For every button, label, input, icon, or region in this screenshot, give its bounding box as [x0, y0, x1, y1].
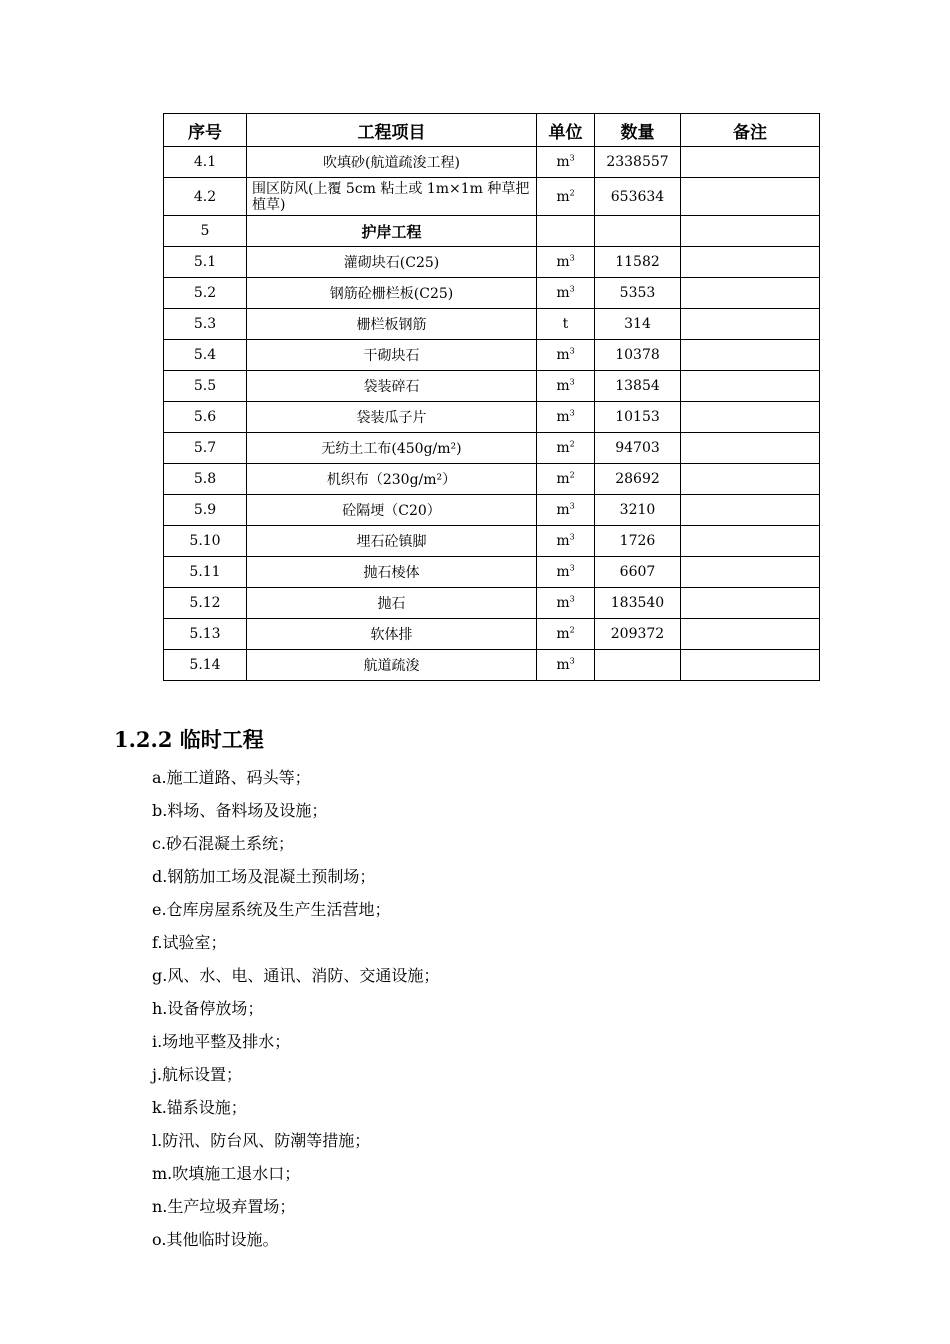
- cell-unit: $m^3$: [537, 371, 595, 402]
- cell-item: 砼隔埂（C20）: [247, 495, 537, 526]
- list-item: f.试验室；: [152, 933, 227, 952]
- unit-exponent: 2: [569, 470, 575, 480]
- cell-no: 5.12: [164, 588, 247, 619]
- cell-note: [681, 340, 820, 371]
- cell-no: 5.11: [164, 557, 247, 588]
- cell-note: [681, 464, 820, 495]
- cell-unit: $m^3$: [537, 495, 595, 526]
- unit-exponent: 3: [569, 346, 575, 356]
- unit-exponent: 3: [569, 532, 575, 542]
- cell-item: 抛石棱体: [247, 557, 537, 588]
- cell-note: [681, 147, 820, 178]
- cell-item: 袋装瓜子片: [247, 402, 537, 433]
- unit-exponent: 3: [569, 408, 575, 418]
- table-row: [164, 402, 820, 433]
- header-note: 备注: [681, 114, 820, 147]
- table-row: [164, 619, 820, 650]
- cell-item: 袋装碎石: [247, 371, 537, 402]
- list-item: m.吹填施工退水口；: [152, 1164, 301, 1183]
- cell-qty: 183540: [595, 588, 681, 619]
- cell-no: 5.2: [164, 278, 247, 309]
- header-unit: 单位: [537, 114, 595, 147]
- cell-no: 5.3: [164, 309, 247, 340]
- cell-note: [681, 433, 820, 464]
- unit-exponent: 2: [569, 439, 575, 449]
- cell-unit: $m^3$: [537, 650, 595, 681]
- cell-unit: $m^3$: [537, 147, 595, 178]
- cell-no: 5.13: [164, 619, 247, 650]
- cell-unit: $m^2$: [537, 178, 595, 216]
- header-no: 序号: [164, 114, 247, 147]
- cell-item: 软体排: [247, 619, 537, 650]
- list-item: d.钢筋加工场及混凝土预制场；: [152, 867, 376, 886]
- table-row: [164, 495, 820, 526]
- table-body: [164, 147, 820, 681]
- cell-unit: $m^3$: [537, 278, 595, 309]
- table-header-row: [164, 114, 820, 147]
- table-row: [164, 216, 820, 247]
- list-item: h.设备停放场；: [152, 999, 264, 1018]
- unit-exponent: 3: [569, 501, 575, 511]
- unit-exponent: 2: [569, 625, 575, 635]
- cell-no: 5.14: [164, 650, 247, 681]
- table-row: [164, 526, 820, 557]
- table-row: [164, 371, 820, 402]
- list-item: c.砂石混凝土系统；: [152, 834, 295, 853]
- cell-note: [681, 588, 820, 619]
- cell-qty: 314: [595, 309, 681, 340]
- cell-no: 5.5: [164, 371, 247, 402]
- cell-unit: $m^3$: [537, 402, 595, 433]
- cell-no: 5.1: [164, 247, 247, 278]
- cell-qty: 10153: [595, 402, 681, 433]
- table-row: [164, 278, 820, 309]
- temporary-works-list: [152, 761, 439, 1256]
- section-heading: 1.2.2 临时工程: [114, 727, 264, 752]
- list-item: n.生产垃圾弃置场；: [152, 1197, 296, 1216]
- cell-qty: [595, 216, 681, 247]
- list-item: l.防汛、防台风、防潮等措施；: [152, 1131, 371, 1150]
- table-row: [164, 178, 820, 216]
- cell-qty: 28692: [595, 464, 681, 495]
- quantity-table: [163, 113, 820, 681]
- cell-item: 栅栏板钢筋: [247, 309, 537, 340]
- table-row: [164, 588, 820, 619]
- list-item: i.场地平整及排水；: [152, 1032, 291, 1051]
- cell-unit: $m^3$: [537, 340, 595, 371]
- cell-no: 5.9: [164, 495, 247, 526]
- cell-qty: 94703: [595, 433, 681, 464]
- cell-unit: [537, 216, 595, 247]
- cell-item: 无纺土工布(450g/m²): [247, 433, 537, 464]
- cell-note: [681, 178, 820, 216]
- list-item: e.仓库房屋系统及生产生活营地；: [152, 900, 391, 919]
- cell-item: 灌砌块石(C25): [247, 247, 537, 278]
- cell-note: [681, 216, 820, 247]
- cell-unit: $m^3$: [537, 588, 595, 619]
- cell-qty: 13854: [595, 371, 681, 402]
- cell-note: [681, 278, 820, 309]
- cell-unit: t: [537, 309, 595, 340]
- cell-note: [681, 619, 820, 650]
- cell-item: 抛石: [247, 588, 537, 619]
- cell-item: 埋石砼镇脚: [247, 526, 537, 557]
- cell-unit: $m^2$: [537, 464, 595, 495]
- cell-item: 钢筋砼栅栏板(C25): [247, 278, 537, 309]
- cell-qty: 3210: [595, 495, 681, 526]
- cell-unit: $m^2$: [537, 433, 595, 464]
- cell-unit: $m^2$: [537, 619, 595, 650]
- cell-note: [681, 371, 820, 402]
- table-row: [164, 247, 820, 278]
- cell-qty: [595, 650, 681, 681]
- cell-unit: $m^3$: [537, 557, 595, 588]
- list-item: a.施工道路、码头等；: [152, 768, 311, 787]
- cell-qty: 10378: [595, 340, 681, 371]
- cell-qty: 653634: [595, 178, 681, 216]
- cell-qty: 11582: [595, 247, 681, 278]
- cell-note: [681, 247, 820, 278]
- cell-item: 护岸工程: [247, 216, 537, 247]
- unit-exponent: 3: [569, 656, 575, 666]
- cell-no: 5.8: [164, 464, 247, 495]
- unit-exponent: 3: [569, 253, 575, 263]
- table-row: [164, 557, 820, 588]
- cell-note: [681, 309, 820, 340]
- table-row: [164, 433, 820, 464]
- list-item: o.其他临时设施。: [152, 1230, 279, 1249]
- cell-item: 机织布（230g/m²）: [247, 464, 537, 495]
- cell-qty: 2338557: [595, 147, 681, 178]
- cell-qty: 1726: [595, 526, 681, 557]
- cell-qty: 6607: [595, 557, 681, 588]
- unit-exponent: 2: [569, 187, 575, 197]
- cell-unit: $m^3$: [537, 526, 595, 557]
- cell-no: 5.4: [164, 340, 247, 371]
- unit-exponent: 3: [569, 377, 575, 387]
- table-row: [164, 147, 820, 178]
- cell-note: [681, 650, 820, 681]
- cell-item: 吹填砂(航道疏浚工程): [247, 147, 537, 178]
- unit-exponent: 3: [569, 563, 575, 573]
- unit-exponent: 3: [569, 284, 575, 294]
- cell-item: 围区防风(上覆 5cm 粘土或 1m×1m 种草把植草): [247, 178, 537, 216]
- cell-qty: 5353: [595, 278, 681, 309]
- cell-no: 4.2: [164, 178, 247, 216]
- cell-note: [681, 402, 820, 433]
- unit-exponent: 3: [569, 594, 575, 604]
- header-item: 工程项目: [247, 114, 537, 147]
- cell-item: 航道疏浚: [247, 650, 537, 681]
- cell-no: 5.6: [164, 402, 247, 433]
- cell-no: 5.10: [164, 526, 247, 557]
- cell-item: 干砌块石: [247, 340, 537, 371]
- cell-unit: $m^3$: [537, 247, 595, 278]
- list-item: b.料场、备料场及设施；: [152, 801, 328, 820]
- table-row: [164, 309, 820, 340]
- table-row: [164, 464, 820, 495]
- list-item: g.风、水、电、通讯、消防、交通设施；: [152, 966, 440, 985]
- unit-exponent: 3: [569, 153, 575, 163]
- table-row: [164, 340, 820, 371]
- cell-note: [681, 526, 820, 557]
- list-item: k.锚系设施；: [152, 1098, 247, 1117]
- cell-qty: 209372: [595, 619, 681, 650]
- cell-note: [681, 557, 820, 588]
- cell-note: [681, 495, 820, 526]
- cell-no: 4.1: [164, 147, 247, 178]
- list-item: j.航标设置；: [152, 1065, 243, 1084]
- cell-no: 5.7: [164, 433, 247, 464]
- table-row: [164, 650, 820, 681]
- cell-no: 5: [164, 216, 247, 247]
- header-qty: 数量: [595, 114, 681, 147]
